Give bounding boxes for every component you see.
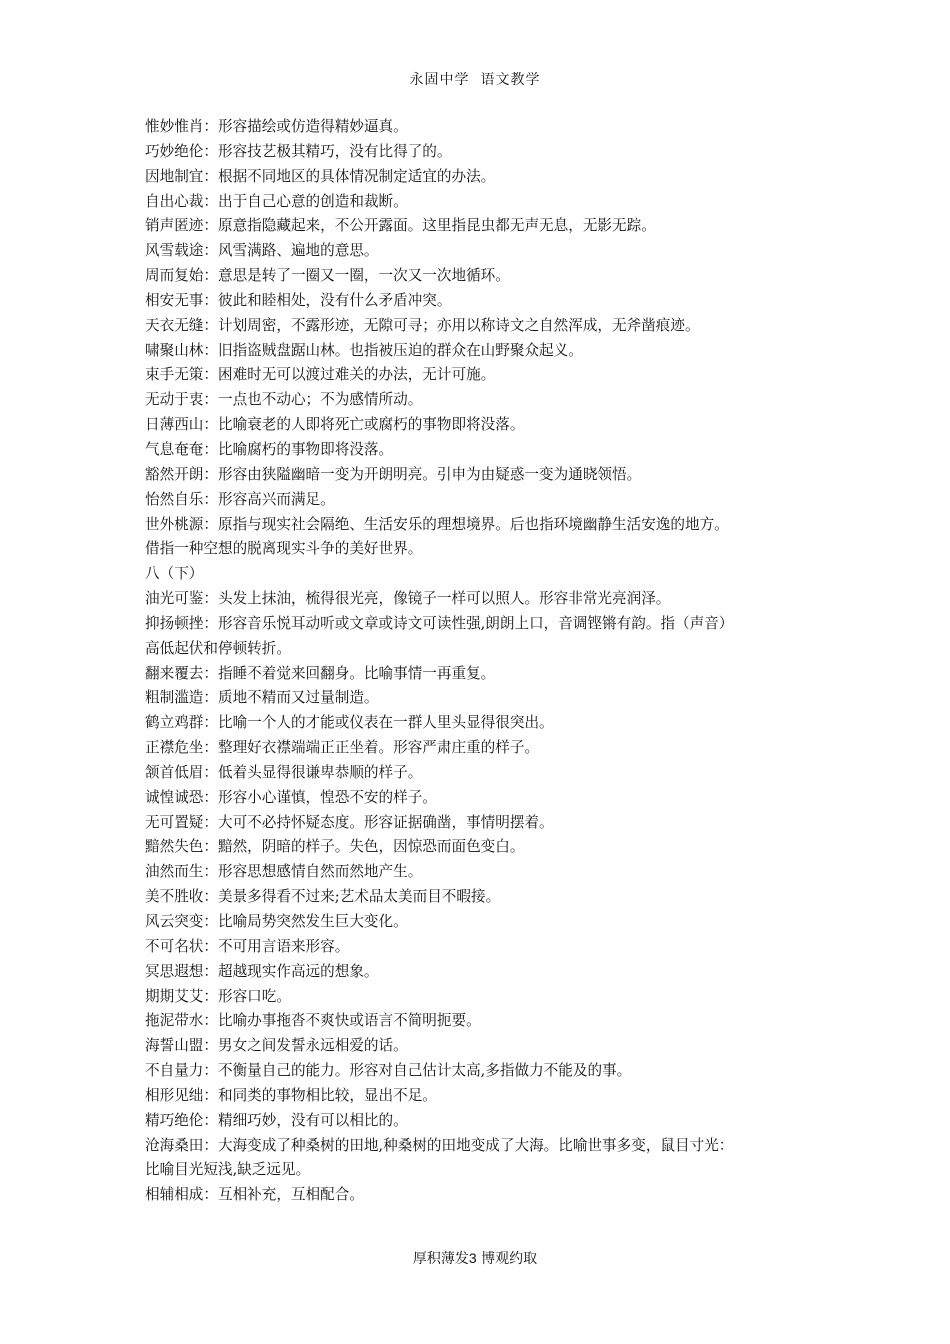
idiom-line: 束手无策：困难时无可以渡过难关的办法，无计可施。 xyxy=(145,366,496,384)
idiom-line: 怡然自乐：形容高兴而满足。 xyxy=(145,490,335,508)
idiom-line: 无动于衷：一点也不动心；不为感情所动。 xyxy=(145,391,423,409)
idiom-line: 鹤立鸡群：比喻一个人的才能或仪表在一群人里头显得很突出。 xyxy=(145,714,554,732)
idiom-line: 油光可鉴：头发上抹油，梳得很光亮，像镜子一样可以照人。形容非常光亮润泽。 xyxy=(145,590,671,608)
page-number: 3 xyxy=(468,1250,477,1266)
idiom-line-continuation: 借指一种空想的脱离现实斗争的美好世界。 xyxy=(145,540,423,558)
idiom-line: 诚惶诚恐：形容小心谨慎，惶恐不安的样子。 xyxy=(145,788,437,806)
idiom-line: 粗制滥造：质地不精而又过量制造。 xyxy=(145,689,379,707)
idiom-line: 相安无事：彼此和睦相处，没有什么矛盾冲突。 xyxy=(145,291,452,309)
idiom-line: 翻来覆去：指睡不着觉来回翻身。比喻事情一再重复。 xyxy=(145,664,496,682)
footer-motto-left: 厚积薄发 xyxy=(412,1251,469,1267)
section-heading: 八（下） xyxy=(145,565,204,583)
idiom-line: 油然而生：形容思想感情自然而然地产生。 xyxy=(145,863,423,881)
page-header xyxy=(0,70,950,90)
idiom-line: 美不胜收：美景多得看不过来;艺术品太美而目不暇接。 xyxy=(145,888,501,906)
idiom-line: 海誓山盟：男女之间发誓永远相爱的话。 xyxy=(145,1037,408,1055)
idiom-line: 相形见绌：和同类的事物相比较，显出不足。 xyxy=(145,1086,437,1104)
idiom-line: 啸聚山林：旧指盗贼盘踞山林。也指被压迫的群众在山野聚众起义。 xyxy=(145,341,583,359)
idiom-line: 巧妙绝伦：形容技艺极其精巧，没有比得了的。 xyxy=(145,142,452,160)
idiom-line: 自出心裁：出于自己心意的创造和裁断。 xyxy=(145,192,408,210)
idiom-line: 周而复始：意思是转了一圈又一圈，一次又一次地循环。 xyxy=(145,267,510,285)
idiom-line: 拖泥带水：比喻办事拖沓不爽快或语言不简明扼要。 xyxy=(145,1012,481,1030)
idiom-list xyxy=(145,115,815,1208)
idiom-line-continuation: 比喻目光短浅,缺乏远见。 xyxy=(145,1161,311,1179)
idiom-line: 无可置疑：大可不必持怀疑态度。形容证据确凿，事情明摆着。 xyxy=(145,813,554,831)
page-footer xyxy=(0,1248,950,1269)
idiom-line: 因地制宜：根据不同地区的具体情况制定适宜的办法。 xyxy=(145,167,496,185)
idiom-line: 日薄西山：比喻衰老的人即将死亡或腐朽的事物即将没落。 xyxy=(145,416,525,434)
idiom-line: 期期艾艾：形容口吃。 xyxy=(145,987,291,1005)
header-school: 永固中学 xyxy=(409,72,470,88)
idiom-line: 正襟危坐：整理好衣襟端端正正坐着。形容严肃庄重的样子。 xyxy=(145,739,540,757)
header-subject: 语文教学 xyxy=(480,72,541,88)
idiom-line: 沧海桑田：大海变成了种桑树的田地,种桑树的田地变成了大海。比喻世事多变，鼠目寸光： xyxy=(145,1136,734,1154)
idiom-line: 惟妙惟肖：形容描绘或仿造得精妙逼真。 xyxy=(145,118,408,135)
idiom-line: 冥思遐想：超越现实作高远的想象。 xyxy=(145,962,379,980)
idiom-line: 不自量力：不衡量自己的能力。形容对自己估计太高,多指做力不能及的事。 xyxy=(145,1062,632,1080)
idiom-line: 黯然失色：黯然，阴暗的样子。失色，因惊恐而面色变白。 xyxy=(145,838,525,856)
idiom-line: 相辅相成：互相补充，互相配合。 xyxy=(145,1186,364,1204)
idiom-line: 颔首低眉：低着头显得很谦卑恭顺的样子。 xyxy=(145,763,423,781)
idiom-line: 世外桃源：原指与现实社会隔绝、生活安乐的理想境界。后也指环境幽静生活安逸的地方。 xyxy=(145,515,729,533)
idiom-line: 风雪载途：风雪满路、遍地的意思。 xyxy=(145,242,379,260)
footer-motto-right: 博观约取 xyxy=(481,1251,538,1267)
idiom-line: 销声匿迹：原意指隐藏起来，不公开露面。这里指昆虫都无声无息，无影无踪。 xyxy=(145,217,656,235)
idiom-line: 不可名状：不可用言语来形容。 xyxy=(145,937,350,955)
idiom-line: 豁然开朗：形容由狭隘幽暗一变为开朗明亮。引申为由疑惑一变为通晓领悟。 xyxy=(145,465,642,483)
idiom-line: 风云突变：比喻局势突然发生巨大变化。 xyxy=(145,913,408,930)
idiom-line: 天衣无缝：计划周密，不露形迹，无隙可寻；亦用以称诗文之自然浑成，无斧凿痕迹。 xyxy=(145,316,700,334)
idiom-line: 精巧绝伦：精细巧妙，没有可以相比的。 xyxy=(145,1111,408,1129)
idiom-line-continuation: 高低起伏和停顿转折。 xyxy=(145,639,291,657)
idiom-line: 气息奄奄：比喻腐朽的事物即将没落。 xyxy=(145,440,394,458)
idiom-line: 抑扬顿挫：形容音乐悦耳动听或文章或诗文可读性强,朗朗上口，音调铿锵有韵。指（声音） xyxy=(145,614,734,632)
